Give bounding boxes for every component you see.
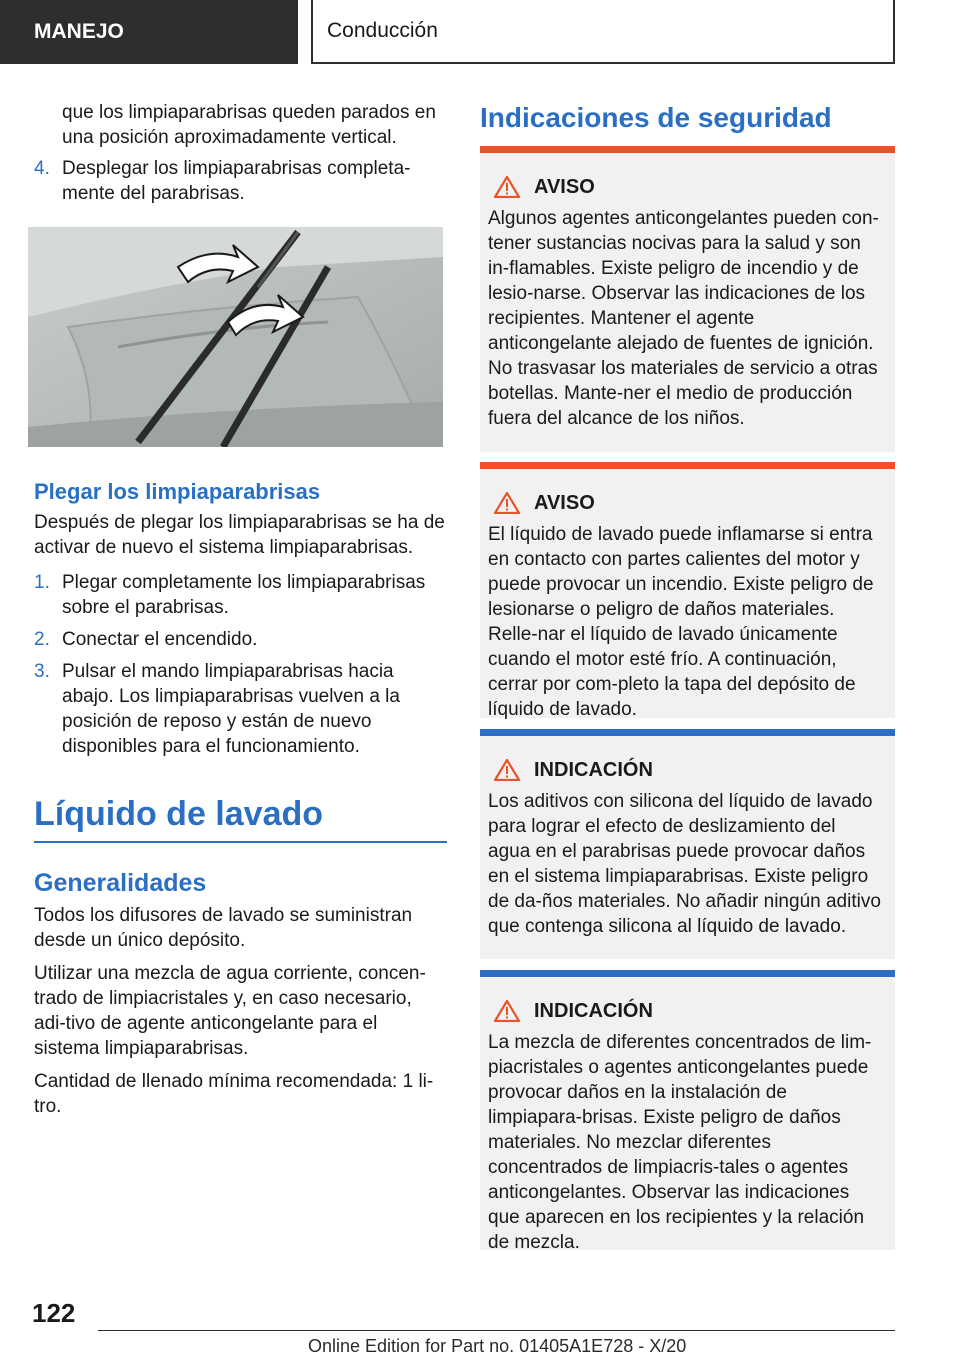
list-item-step-3: [34, 659, 447, 759]
safety-heading: Indicaciones de seguridad: [480, 102, 832, 133]
step-text: Conectar el encendido.: [62, 629, 258, 650]
list-item-step-4: [34, 156, 447, 206]
wiper-photo-icon: [28, 227, 443, 447]
list-item-step-2: [34, 627, 447, 652]
box-text: El líquido de lavado puede inflamarse si entra en contacto con partes calientes del motor y puede provocar un incendio. Existe peligro de lesionarse o peligro de daños materiales. Relle-nar el líquido de lavado únicamente cuando el motor esté frío. A continuación, cerrar por com-pleto la tapa del depósito de líquido de lavado.: [488, 524, 874, 720]
wiper-illustration: [28, 227, 443, 447]
step-text: Desplegar los limpiaparabrisas completa-mente del parabrisas.: [62, 158, 411, 204]
step-text: Plegar completamente los limpiaparabrisas sobre el parabrisas.: [62, 572, 426, 618]
box-title: INDICACIÓN: [534, 759, 653, 781]
heading-rule: [34, 841, 447, 843]
fold-heading: Plegar los limpiaparabrisas: [34, 479, 321, 504]
step-number: 4.: [34, 158, 50, 179]
box-text: Los aditivos con silicona del líquido de lavado para lograr el efecto de deslizamiento del agua en el parabrisas puede provocar daños en el sistema limpiaparabrisas. Existe peligro de da-ños materiales. No añadir ningún aditivo que contenga silicona al líquido de lavado.: [488, 791, 881, 937]
box-title-row: [488, 174, 883, 200]
box-title-row: [488, 757, 883, 783]
step-text: Pulsar el mando limpiaparabrisas hacia abajo. Los limpiaparabrisas vuelven a la posición de reposo y están de nuevo disponibles para el funcionamiento.: [62, 661, 400, 757]
box-text: La mezcla de diferentes concentrados de lim-piacristales o agentes anticongelantes puede provocar daños en la instalación de limpiapara-brisas. Existe peligro de daños materiales. No mezclar diferentes concentrados de limpiacris-tales o agentes anticongelantes. Observar las indicaciones que aparecen en los recipientes y la relación de mezcla.: [488, 1032, 872, 1253]
info-box-2: [480, 970, 895, 1253]
step-number: 3.: [34, 661, 50, 682]
edition-text: Online Edition for Part no. 01405A1E728 - X/20: [308, 1336, 687, 1356]
fold-intro: Después de plegar los limpiaparabrisas se ha de activar de nuevo el sistema limpiaparabrisas.: [34, 512, 445, 558]
main-heading: Líquido de lavado: [34, 795, 324, 833]
info-bar: [480, 970, 895, 977]
warning-box-1: [480, 146, 895, 452]
list-item-step-1: [34, 570, 447, 620]
warning-bar: [480, 462, 895, 469]
warning-triangle-icon: [494, 759, 520, 781]
box-title: AVISO: [534, 492, 595, 514]
box-title-row: [488, 998, 883, 1024]
chapter-title: Conducción: [327, 19, 438, 42]
section-title: MANEJO: [34, 20, 124, 43]
gen-paragraph-1: Todos los difusores de lavado se suministran desde un único depósito.: [34, 905, 413, 951]
left-column-top: [34, 100, 447, 206]
section-tab: [0, 0, 298, 64]
right-column: [480, 100, 895, 136]
warning-box-2: [480, 462, 895, 718]
chapter-tab: [311, 0, 895, 64]
warning-triangle-icon: [494, 176, 520, 198]
gen-paragraph-2: Utilizar una mezcla de agua corriente, concen-trado de limpiacristales y, en caso necesario, adi-tivo de agente anticongelante para el sistema limpiaparabrisas.: [34, 963, 426, 1059]
generalidades-heading: Generalidades: [34, 869, 207, 897]
page-number: 122: [32, 1298, 76, 1328]
info-bar: [480, 729, 895, 736]
warning-triangle-icon: [494, 1000, 520, 1022]
box-title: AVISO: [534, 176, 595, 198]
warning-triangle-icon: [494, 492, 520, 514]
box-title-row: [488, 490, 883, 516]
footer-rule: [98, 1330, 895, 1331]
list-item-continuation: [34, 100, 447, 150]
box-text: Algunos agentes anticongelantes pueden con-tener sustancias nocivas para la salud y son in-flamables. Existe peligro de incendio y de lesio-narse. Observar las indicaciones de los recipientes. Mantener el agente anticongelante alejado de fuentes de ignición. No trasvasar los materiales de servicio a otras botellas. Mante-ner el medio de producción fuera del alcance de los niños.: [488, 208, 879, 429]
continuation-text: que los limpiaparabrisas queden parados en una posición aproximadamente vertical.: [62, 102, 436, 148]
gen-paragraph-3: Cantidad de llenado mínima recomendada: 1 li-tro.: [34, 1071, 434, 1117]
left-column-bottom: [34, 478, 447, 1119]
step-number: 2.: [34, 629, 50, 650]
step-number: 1.: [34, 572, 50, 593]
info-box-1: [480, 729, 895, 959]
box-title: INDICACIÓN: [534, 1000, 653, 1022]
warning-bar: [480, 146, 895, 153]
